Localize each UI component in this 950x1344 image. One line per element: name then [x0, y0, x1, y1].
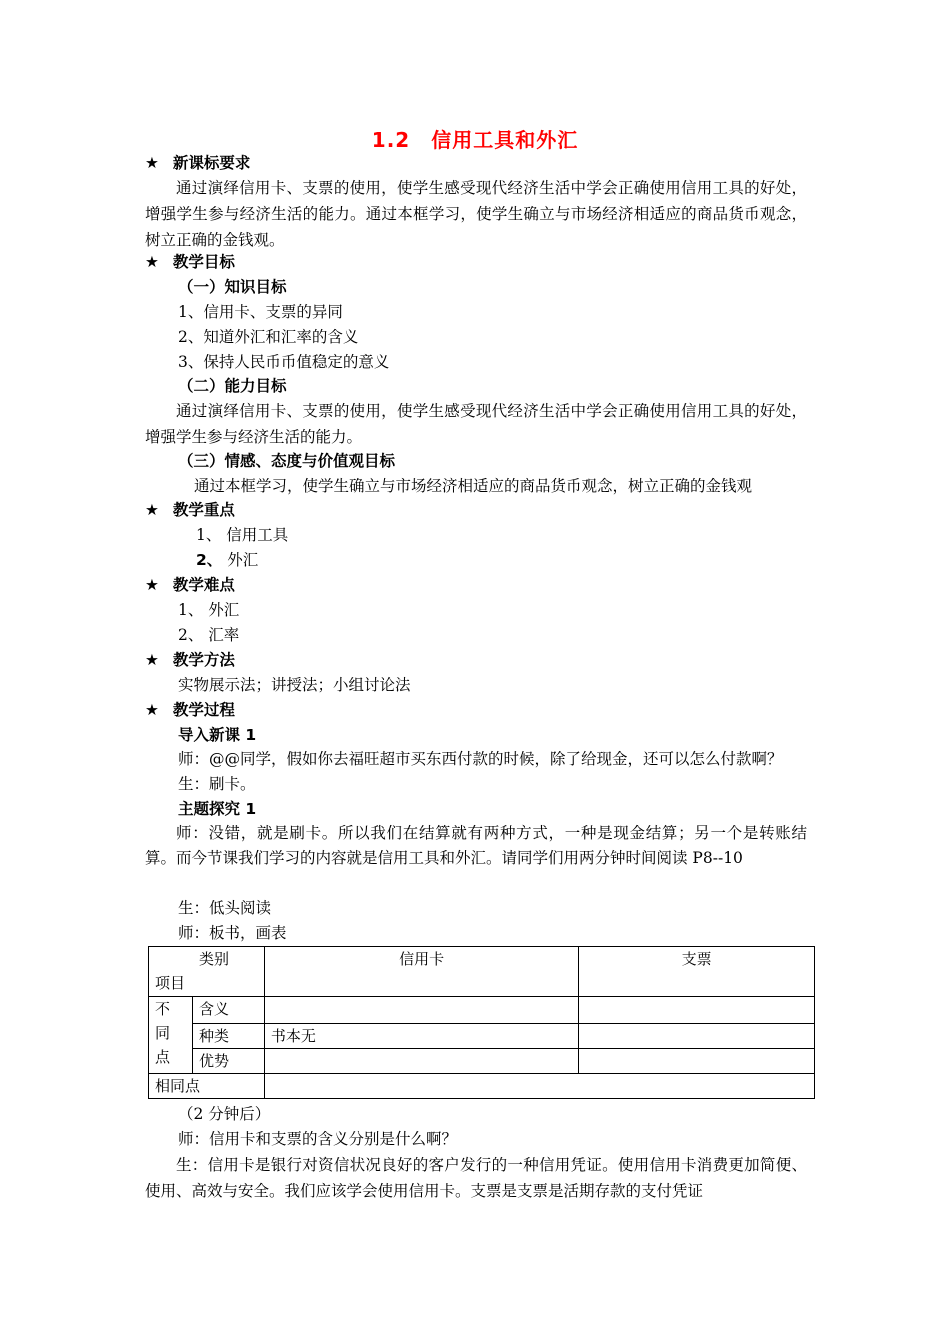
group-char: 不	[155, 1000, 171, 1018]
table-cell	[579, 1024, 815, 1049]
table-cell	[579, 997, 815, 1024]
subheading-topic: 主题探究 1	[178, 800, 257, 818]
group-char: 点	[155, 1048, 171, 1066]
heading-text: 新课标要求	[172, 154, 251, 172]
table-cell	[264, 997, 578, 1024]
comparison-table	[148, 946, 815, 1099]
table-row	[149, 1024, 815, 1049]
table-cell	[579, 1049, 815, 1074]
column-header-credit-card: 信用卡	[264, 947, 578, 997]
group-label-differences	[149, 997, 193, 1074]
section-heading-process	[145, 700, 235, 720]
section-heading-goals	[145, 252, 235, 272]
star-icon: ★	[145, 154, 159, 172]
ability-paragraph: 通过演绎信用卡、支票的使用，使学生感受现代经济生活中学会正确使用信用工具的好处，增强学生参与经济生活的能力。	[145, 402, 807, 446]
table-row	[149, 1049, 815, 1074]
dialogue-teacher: 师：@@同学，假如你去福旺超市买东西付款的时候，除了给现金，还可以怎么付款啊？	[178, 750, 783, 768]
dialogue-teacher: 师：信用卡和支票的含义分别是什么啊？	[178, 1130, 458, 1148]
time-note: （2 分钟后）	[178, 1105, 271, 1123]
star-icon: ★	[145, 501, 159, 519]
table-cell	[264, 1049, 578, 1074]
dialogue-teacher: 师：板书，画表	[178, 924, 287, 942]
heading-text: 教学方法	[172, 651, 235, 669]
dialogue-student: 生：低头阅读	[178, 899, 272, 917]
corner-category-label: 类别	[199, 950, 230, 968]
list-number: 2、	[196, 551, 223, 569]
list-item: 2、知道外汇和汇率的含义	[178, 328, 359, 346]
column-header-check: 支票	[579, 947, 815, 997]
section-heading-methods	[145, 650, 235, 670]
star-icon: ★	[145, 651, 159, 669]
row-label: 优势	[192, 1049, 264, 1074]
methods-text: 实物展示法；讲授法；小组讨论法	[178, 676, 411, 694]
table-row	[149, 1074, 815, 1099]
heading-text: 教学重点	[172, 501, 235, 519]
list-item	[196, 550, 258, 570]
star-icon: ★	[145, 701, 159, 719]
section-heading-difficulties	[145, 575, 235, 595]
row-label: 含义	[192, 997, 264, 1024]
section-heading-key-points	[145, 500, 235, 520]
dialogue-student: 生：刷卡。	[178, 775, 256, 793]
table-corner-cell	[149, 947, 265, 997]
table-cell: 书本无	[264, 1024, 578, 1049]
subheading-values: （三）情感、态度与价值观目标	[178, 452, 396, 470]
dialogue-student: 生：信用卡是银行对资信状况良好的客户发行的一种信用凭证。使用信用卡消费更加简便、使用、高效与安全。我们应该学会使用信用卡。支票是支票是活期存款的支付凭证	[145, 1156, 807, 1200]
table-row	[149, 997, 815, 1024]
table-header-row	[149, 947, 815, 997]
list-item: 3、保持人民币币值稳定的意义	[178, 353, 390, 371]
subheading-intro: 导入新课 1	[178, 726, 257, 744]
table-cell	[264, 1074, 814, 1099]
star-icon: ★	[145, 253, 159, 271]
list-item: 1、 信用工具	[196, 526, 289, 544]
group-char: 同	[155, 1024, 171, 1042]
section-heading-curriculum	[145, 153, 250, 173]
list-item: 2、 汇率	[178, 626, 240, 644]
star-icon: ★	[145, 576, 159, 594]
list-text: 外汇	[222, 551, 259, 569]
subheading-ability: （二）能力目标	[178, 377, 287, 395]
heading-text: 教学过程	[172, 701, 235, 719]
heading-text: 教学目标	[172, 253, 235, 271]
row-label-same: 相同点	[149, 1074, 265, 1099]
values-text: 通过本框学习，使学生确立与市场经济相适应的商品货币观念，树立正确的金钱观	[194, 477, 753, 495]
corner-item-label: 项目	[155, 974, 186, 992]
dialogue-teacher: 师：没错，就是刷卡。所以我们在结算就有两种方式，一种是现金结算；另一个是转账结算。而今节课我们学习的内容就是信用工具和外汇。请同学们用两分钟时间阅读 P8--10	[145, 824, 807, 867]
subheading-knowledge: （一）知识目标	[178, 278, 287, 296]
heading-text: 教学难点	[172, 576, 235, 594]
list-item: 1、 外汇	[178, 601, 240, 619]
row-label: 种类	[192, 1024, 264, 1049]
curriculum-paragraph: 通过演绎信用卡、支票的使用，使学生感受现代经济生活中学会正确使用信用工具的好处，增强学生参与经济生活的能力。通过本框学习，使学生确立与市场经济相适应的商品货币观念，树立正确的金钱观。	[145, 179, 807, 249]
list-item: 1、信用卡、支票的异同	[178, 303, 343, 321]
document-title: 1.2 信用工具和外汇	[371, 128, 579, 152]
